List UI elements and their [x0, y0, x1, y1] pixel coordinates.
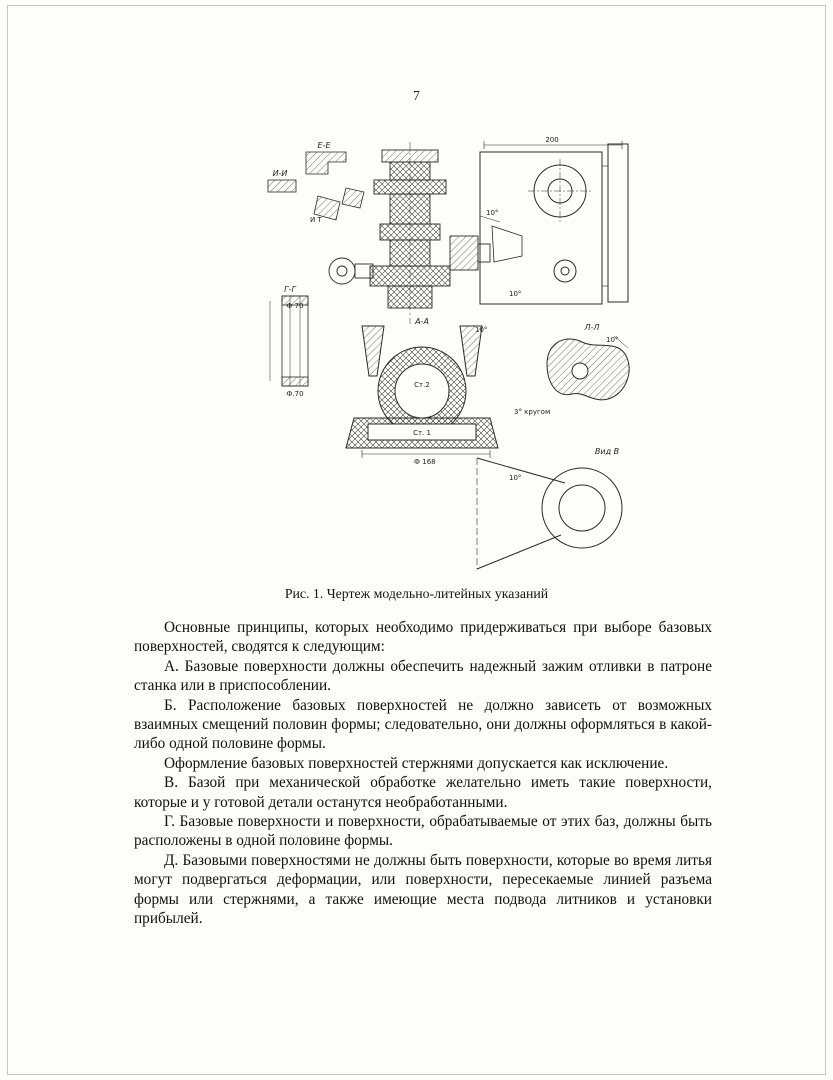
paragraph-intro: Основные принципы, которых необходимо придерживаться при выборе базовых поверхностей, сводятся к следующим: [134, 619, 712, 656]
section-label-aa: А-А [415, 317, 429, 326]
core-label: Ст. 1 [413, 429, 431, 437]
side-view [480, 141, 628, 304]
angle-label: 10° [509, 290, 522, 298]
section-ll-view [547, 336, 629, 400]
section-label-ii: И-И [272, 169, 288, 178]
note-label: И Т [310, 216, 322, 224]
section-aa-view [346, 326, 498, 458]
angle-label: 10° [509, 474, 522, 482]
paragraph-a: А. Базовые поверхности должны обеспечить надежный зажим отливки в патроне станка или в приспособлении. [134, 657, 712, 695]
page-number: 7 [413, 88, 420, 103]
core-label: Ст.2 [414, 381, 430, 389]
view-label-b: Вид В [594, 447, 620, 456]
figure-caption: Рис. 1. Чертеж модельно-литейных указаний [284, 586, 549, 601]
paragraph-d: Д. Базовыми поверхностями не должны быть поверхности, которые во время литья могут подвергаться деформации, или поверхности, пересекаемые линией разъема формы или стержнями, а также имеющие места подвода литников и установки прибылей. [134, 851, 712, 928]
dimension-label: Ф.70 [286, 390, 304, 398]
view-b-cone [477, 458, 622, 569]
paragraph-b: Б. Расположение базовых поверхностей не должно зависеть от возможных взаимных смещений половин формы; следовательно, они должны оформляться в какой-либо одной половине формы. [134, 696, 712, 753]
section-label-gg: Г-Г [284, 285, 296, 294]
angle-label: 3° кругом [514, 408, 551, 416]
section-label-ll: Л-Л [584, 323, 600, 332]
paragraph-g: Г. Базовые поверхности и поверхности, обрабатываемые от этих баз, должны быть расположены в одной половине формы. [134, 813, 712, 850]
paragraph-v: В. Базой при механической обработке желательно иметь такие поверхности, которые и у готовой детали останутся необработанными. [134, 774, 712, 811]
dimension-label: 200 [545, 136, 559, 144]
figure-drawing [262, 136, 652, 576]
angle-label: 10° [486, 209, 499, 217]
body-text [134, 618, 712, 929]
angle-label: 10° [606, 336, 619, 344]
section-label-ee: Е-Е [317, 141, 331, 150]
paragraph-note: Оформление базовых поверхностей стержнями допускается как исключение. [164, 754, 669, 772]
angle-label: 10° [475, 326, 488, 334]
front-view-column [329, 142, 490, 324]
dimension-label: Ф 168 [414, 458, 436, 466]
detail-views-left [268, 152, 364, 386]
dimension-label: Ф 70 [286, 302, 304, 310]
